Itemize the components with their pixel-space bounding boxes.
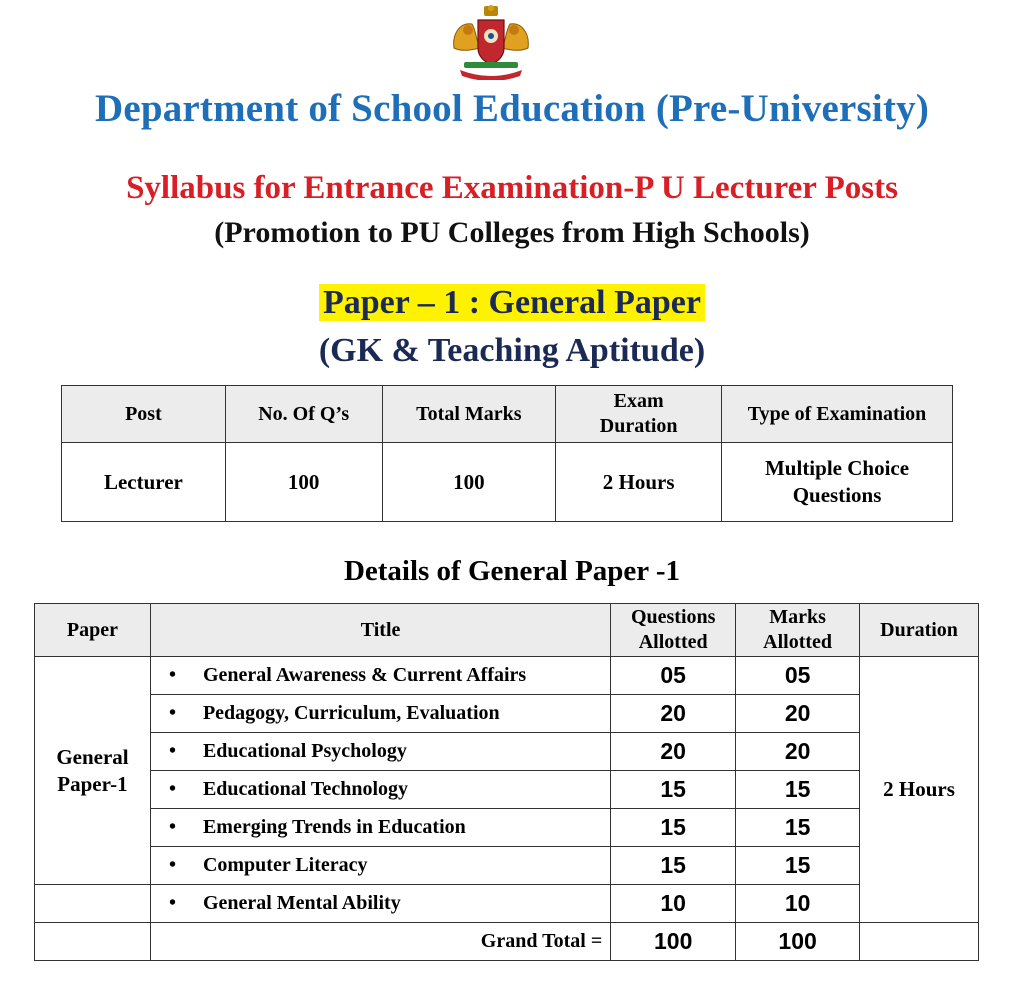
table-row (35, 847, 979, 885)
table-row (35, 733, 979, 771)
cell-title (150, 733, 610, 771)
details-heading: Details of General Paper -1 (343, 555, 681, 587)
cell-questions: 20 (611, 733, 736, 771)
bullet-icon: • (168, 854, 176, 876)
paper-title (0, 284, 1024, 322)
cell-questions: 05 (611, 657, 736, 695)
bullet-icon: • (168, 702, 176, 724)
cell-questions: 10 (611, 885, 736, 923)
details-header-row (35, 604, 979, 657)
cell-marks: 15 (736, 809, 860, 847)
grand-total-questions: 100 (611, 923, 736, 961)
bullet-icon: • (168, 778, 176, 800)
cell-marks: 20 (736, 733, 860, 771)
cell-total-marks: 100 (382, 443, 556, 522)
header-title: Title (150, 604, 610, 657)
header-paper: Paper (35, 604, 151, 657)
cell-exam-duration: 2 Hours (556, 443, 722, 522)
cell-title (150, 847, 610, 885)
header-type-of-examination: Type of Examination (722, 386, 953, 443)
karnataka-emblem-icon (446, 4, 536, 80)
title-text: Educational Psychology (202, 740, 407, 762)
header-no-of-questions: No. Of Q’s (225, 386, 382, 443)
cell-marks: 15 (736, 847, 860, 885)
table-row (35, 809, 979, 847)
cell-title (150, 885, 610, 923)
header-questions-allotted (611, 604, 736, 657)
header-post: Post (62, 386, 226, 443)
bullet-icon: • (168, 892, 176, 914)
title-text: Emerging Trends in Education (202, 816, 466, 838)
header-marks-allotted (736, 604, 860, 657)
syllabus-title: Syllabus for Entrance Examination-P U Lecturer Posts (126, 170, 898, 206)
details-table (34, 603, 979, 961)
cell-title (150, 771, 610, 809)
promotion-subtitle: (Promotion to PU Colleges from High Schools) (214, 216, 810, 249)
cell-duration: 2 Hours (860, 657, 979, 923)
cell-empty (35, 885, 151, 923)
cell-no-of-questions: 100 (225, 443, 382, 522)
cell-marks: 10 (736, 885, 860, 923)
cell-questions: 20 (611, 695, 736, 733)
title-text: Educational Technology (202, 778, 408, 800)
header-duration: Duration (860, 604, 979, 657)
cell-title (150, 809, 610, 847)
cell-empty (35, 923, 151, 961)
cell-title (150, 657, 610, 695)
cell-post: Lecturer (62, 443, 226, 522)
cell-marks: 15 (736, 771, 860, 809)
table-row (35, 695, 979, 733)
paper-title-text: Paper – 1 : General Paper (319, 284, 705, 321)
table-row (35, 657, 979, 695)
cell-empty (860, 923, 979, 961)
title-text: General Awareness & Current Affairs (202, 664, 527, 686)
cell-questions: 15 (611, 847, 736, 885)
cell-marks: 20 (736, 695, 860, 733)
grand-total-row (35, 923, 979, 961)
header-questions-text: Questions Allotted (630, 606, 716, 653)
cell-questions: 15 (611, 809, 736, 847)
summary-row (62, 443, 953, 522)
department-title: Department of School Education (Pre-University) (94, 87, 930, 130)
title-text: Pedagogy, Curriculum, Evaluation (202, 702, 500, 724)
table-row (35, 885, 979, 923)
cell-type-of-examination (722, 443, 953, 522)
bullet-icon: • (168, 740, 176, 762)
table-row (35, 771, 979, 809)
bullet-icon: • (168, 664, 176, 686)
title-text: Computer Literacy (202, 854, 368, 876)
header-total-marks: Total Marks (382, 386, 556, 443)
cell-paper-name (35, 657, 151, 885)
header-exam-duration (556, 386, 722, 443)
paper-name-text: General Paper-1 (56, 744, 129, 796)
cell-type-text: Multiple Choice Questions (764, 456, 910, 507)
cell-marks: 05 (736, 657, 860, 695)
header-exam-duration-text: Exam Duration (599, 390, 678, 437)
grand-total-label: Grand Total = (150, 923, 610, 961)
cell-questions: 15 (611, 771, 736, 809)
summary-table (61, 385, 953, 522)
title-text: General Mental Ability (202, 892, 401, 914)
header-marks-text: Marks Allotted (763, 606, 833, 653)
grand-total-marks: 100 (736, 923, 860, 961)
cell-title (150, 695, 610, 733)
paper-subtitle: (GK & Teaching Aptitude) (318, 332, 706, 369)
summary-header-row (62, 386, 953, 443)
bullet-icon: • (168, 816, 176, 838)
